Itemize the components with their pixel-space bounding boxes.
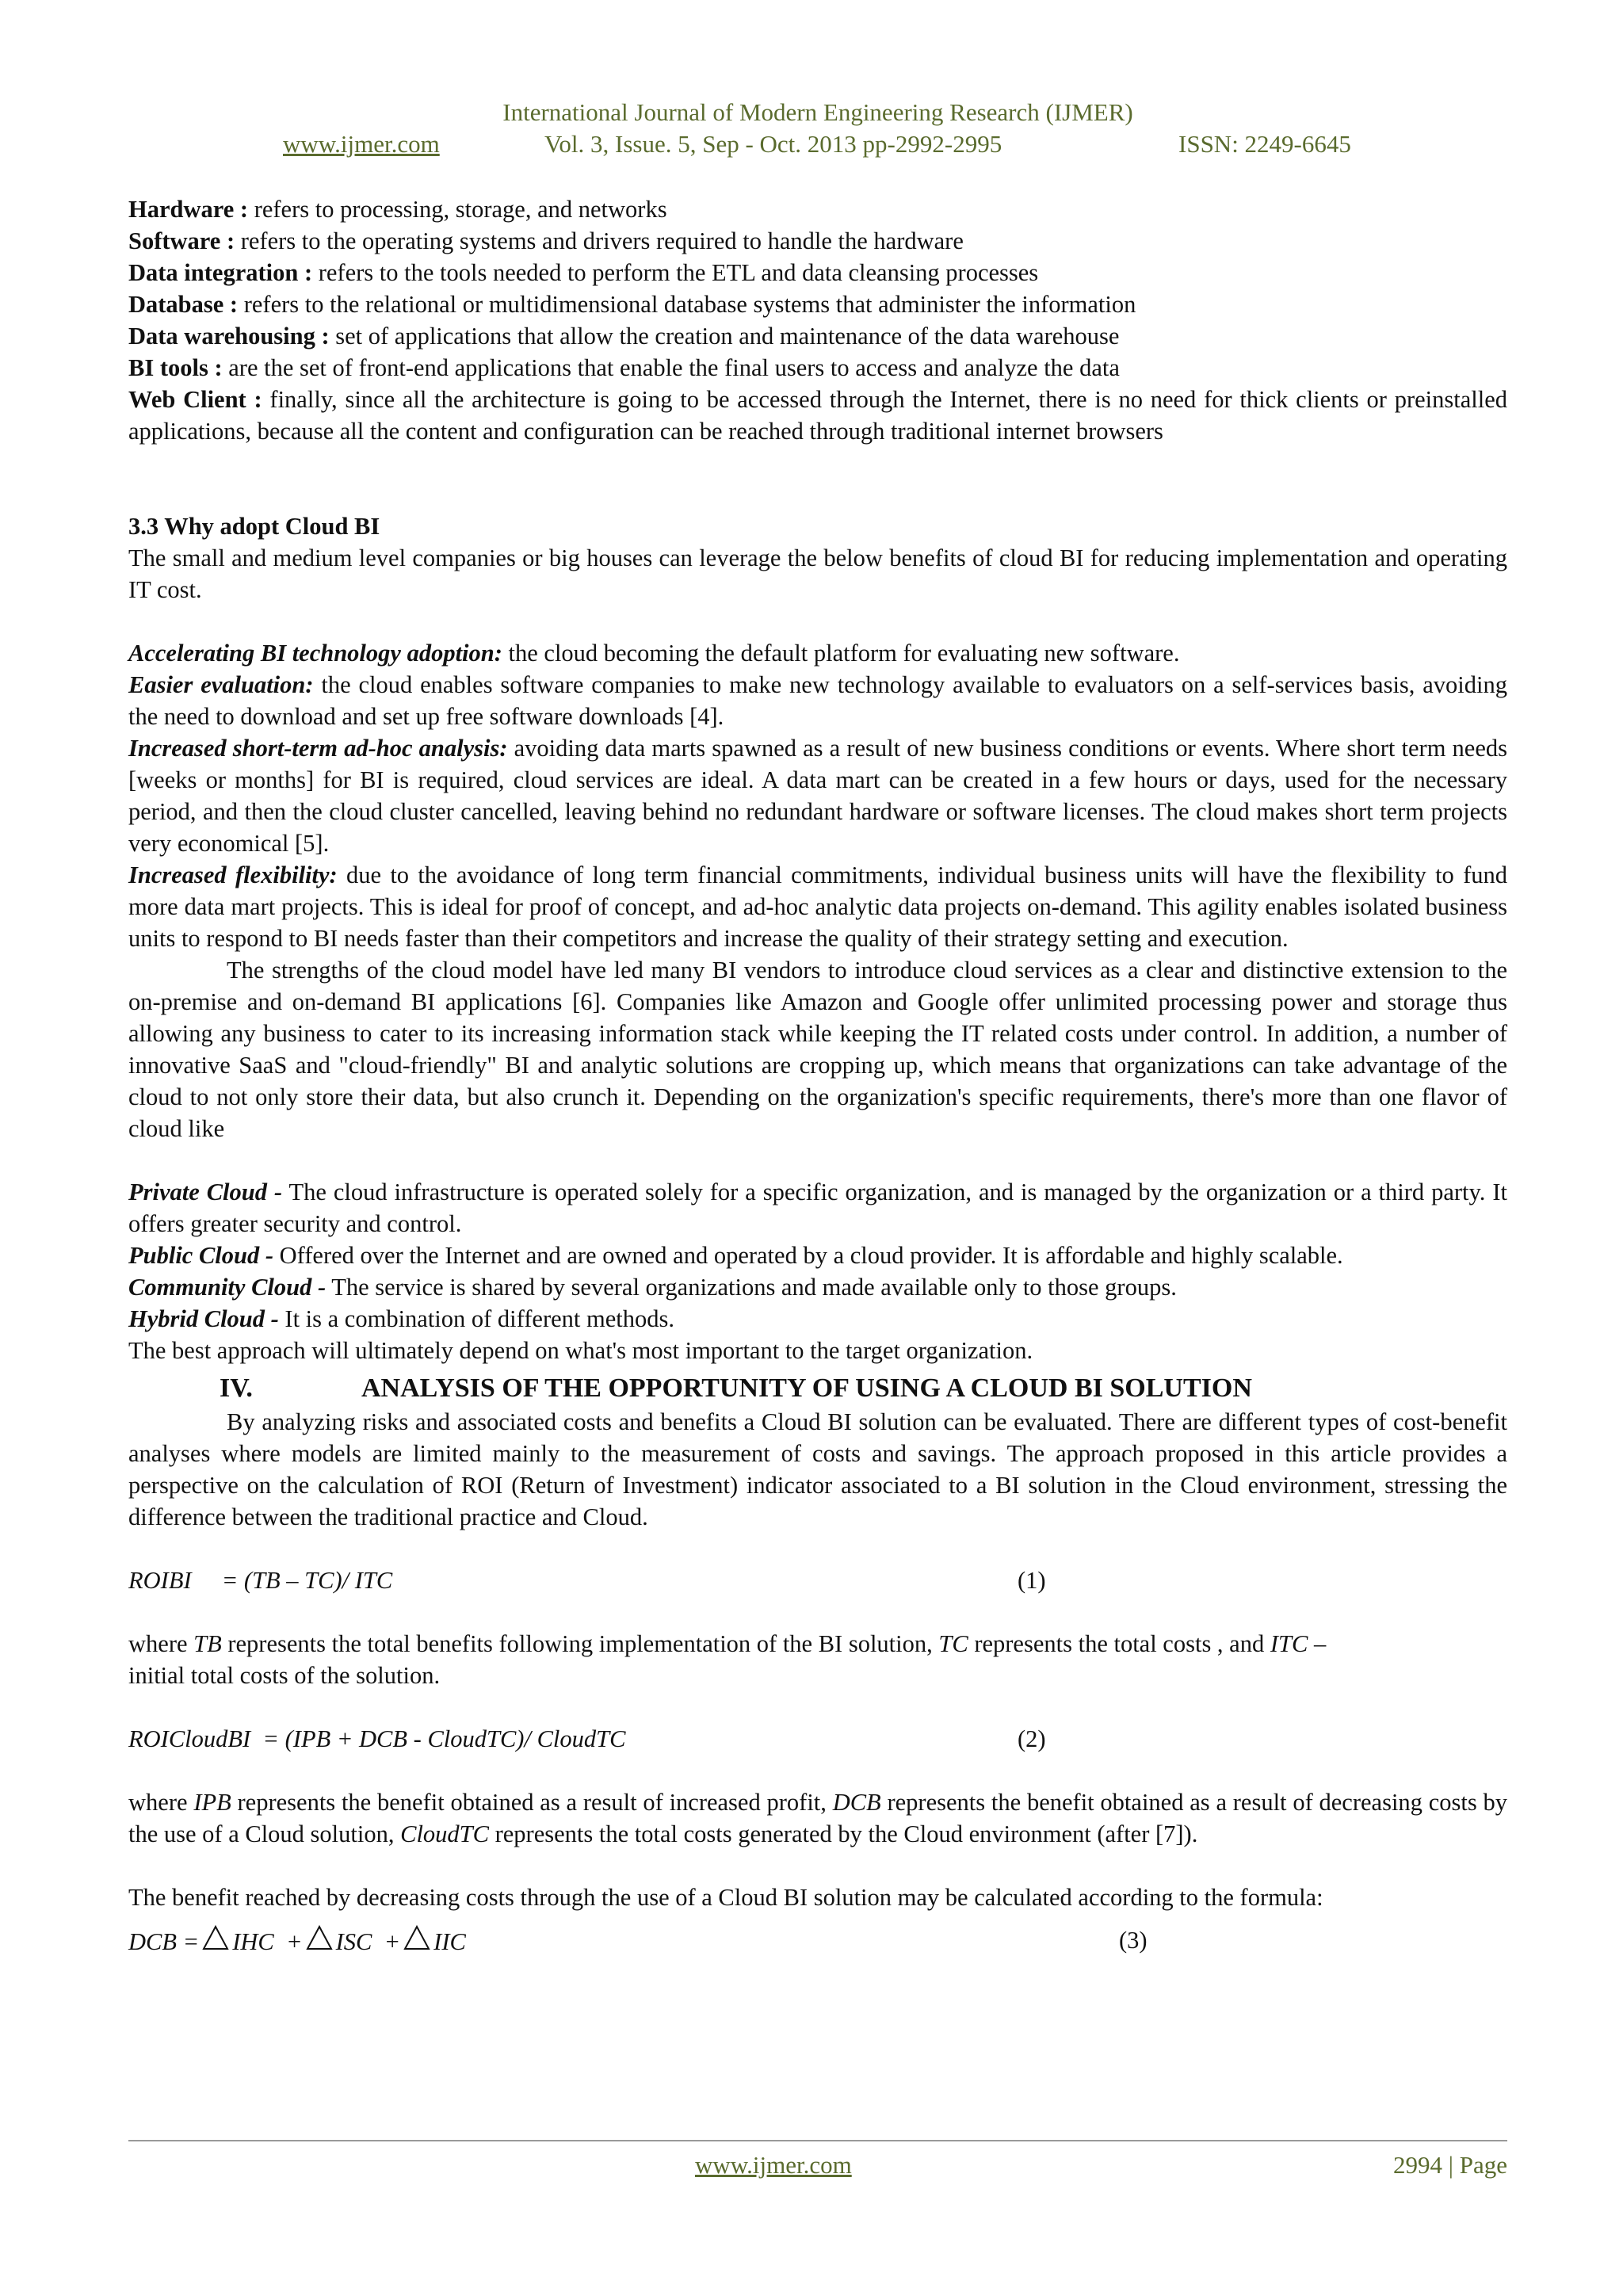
dcb-intro: The benefit reached by decreasing costs through the use of a Cloud BI solution may be calculated according to the formula: [128,1884,1323,1911]
triangle-icon [306,1924,333,1951]
equation-1-explanation: where TB represents the total benefits following implementation of the BI solution, TC represents the total costs , and ITC – initial total costs of the solution. [128,1630,1327,1689]
cloud-type-item: Private Cloud - The cloud infrastructure is operated solely for a specific organization, and is managed by the organization or a third party. It offers greater security and control. [128,1179,1507,1237]
section-heading-4 [128,1371,1507,1406]
definition-item: Hardware : refers to processing, storage, and networks [128,196,667,223]
triangle-icon [403,1924,430,1951]
equation-1-formula: ROIBI = (TB – TC)/ ITC [128,1567,393,1594]
benefit-item: Increased short-term ad-hoc analysis: avoiding data marts spawned as a result of new business conditions or events. Where short term needs [weeks or months] for BI is required, cloud services are ideal. A data mart can be created in a few hours or days, used for the necessary period, and then the cloud cluster cancelled, leaving behind no redundant hardware or software licenses. The cloud makes short term projects very economical [5]. [128,735,1507,857]
benefit-item: Accelerating BI technology adoption: the cloud becoming the default platform for evaluating new software. [128,640,1180,667]
journal-title: International Journal of Modern Engineering Research (IJMER) [502,98,1133,126]
equation-2-explanation: where IPB represents the benefit obtained as a result of increased profit, DCB represents the benefit obtained as a result of decreasing costs by the use of a Cloud solution, CloudTC represents the total costs generated by the Cloud environment (after [7]). [128,1789,1507,1847]
benefit-item: Increased flexibility: due to the avoidance of long term financial commitments, individual business units will have the flexibility to fund more data mart projects. This is ideal for proof of concept, and ad-hoc analytic data projects on-demand. This agility enables isolated business units to respond to BI needs faster than their competitors and increase the quality of their strategy setting and execution. [128,861,1507,952]
definition-term: Data integration : [128,259,313,286]
cloud-type-item: Hybrid Cloud - It is a combination of different methods. [128,1305,674,1332]
cloud-type-list [128,1176,1507,1335]
definition-list [128,193,1507,447]
cloud-type-item: Community Cloud - The service is shared by several organizations and made available only to those groups. [128,1274,1177,1301]
cloud-type-term: Private Cloud - [128,1179,283,1205]
cloud-type-item: Public Cloud - Offered over the Internet and are owned and operated by a cloud provider. It is affordable and highly scalable. [128,1242,1343,1269]
best-approach: The best approach will ultimately depend on what's most important to the target organization. [128,1337,1033,1364]
benefit-term: Increased short-term ad-hoc analysis: [128,735,508,762]
section-4-paragraph: By analyzing risks and associated costs and benefits a Cloud BI solution can be evaluated. There are different types of cost-benefit analyses where models are limited mainly to the measurement of costs and savings. The approach proposed in this article provides a perspective on the calculation of ROI (Return of Investment) indicator associated to a BI solution in the Cloud environment, stressing the difference between the traditional practice and Cloud. [128,1408,1507,1530]
definition-term: Database : [128,291,239,318]
page-footer [128,2140,1507,2179]
article-body [128,193,1507,1962]
strengths-paragraph: The strengths of the cloud model have led many BI vendors to introduce cloud services as a clear and distinctive extension to the on-premise and on-demand BI applications [6]. Companies like Amazon and Google offer unlimited processing power and storage thus allowing any business to cater to its increasing information stack while keeping the IT related costs under control. In addition, a number of innovative SaaS and "cloud-friendly" BI and analytic solutions are cropping up, which means that organizations can take advantage of the cloud to not only store their data, but also crunch it. Depending on the organization's specific requirements, there's more than one flavor of cloud like [128,957,1507,1142]
journal-site-link[interactable]: www.ijmer.com [283,130,440,158]
definition-item: Data warehousing : set of applications that allow the creation and maintenance of the data warehouse [128,323,1120,350]
cloud-type-term: Public Cloud - [128,1242,274,1269]
equation-1-number: (1) [1018,1567,1046,1594]
benefit-term: Increased flexibility: [128,861,338,888]
page-number: 2994 | Page [1393,2151,1507,2179]
definition-item: BI tools : are the set of front-end applications that enable the final users to access and analyze the data [128,354,1120,381]
triangle-icon [202,1924,229,1951]
definition-term: Data warehousing : [128,323,330,350]
section-title: ANALYSIS OF THE OPPORTUNITY OF USING A CLOUD BI SOLUTION [361,1373,1252,1403]
benefit-term: Easier evaluation: [128,671,314,698]
footer-rule [128,2140,1507,2141]
benefit-term: Accelerating BI technology adoption: [128,640,502,667]
definition-term: Web Client : [128,386,262,413]
definition-term: BI tools : [128,354,223,381]
equation-2-formula: ROICloudBI = (IPB + DCB - CloudTC)/ CloudTC [128,1725,626,1752]
benefit-list [128,637,1507,954]
definition-term: Hardware : [128,196,249,223]
definition-item: Software : refers to the operating systems and drivers required to handle the hardware [128,227,964,254]
equation-3 [128,1924,1507,1962]
section-intro: The small and medium level companies or big houses can leverage the below benefits of cloud BI for reducing implementation and operating IT cost. [128,544,1507,603]
journal-issn: ISSN: 2249-6645 [1178,130,1351,158]
equation-2 [128,1723,1507,1755]
section-number: IV. [220,1373,253,1403]
journal-volume: Vol. 3, Issue. 5, Sep - Oct. 2013 pp-2992-2995 [544,130,1002,158]
benefit-item: Easier evaluation: the cloud enables software companies to make new technology available to evaluators on a self-services basis, avoiding the need to download and set up free software downloads [4]. [128,671,1507,730]
definition-item: Web Client : finally, since all the architecture is going to be accessed through the Internet, there is no need for thick clients or preinstalled applications, because all the content and configuration can be reached through traditional internet browsers [128,386,1508,445]
equation-3-formula: DCB = IHC + ISC + IIC [128,1924,466,1958]
cloud-type-term: Community Cloud - [128,1274,327,1301]
definition-item: Data integration : refers to the tools needed to perform the ETL and data cleansing processes [128,259,1039,286]
section-heading-3-3: 3.3 Why adopt Cloud BI [128,513,380,540]
equation-2-number: (2) [1018,1725,1046,1752]
footer-site-link[interactable]: www.ijmer.com [695,2151,852,2179]
definition-item: Database : refers to the relational or multidimensional database systems that administer the information [128,291,1136,318]
definition-term: Software : [128,227,235,254]
cloud-type-term: Hybrid Cloud - [128,1305,279,1332]
equation-3-number: (3) [1119,1927,1148,1954]
equation-1 [128,1564,1507,1596]
